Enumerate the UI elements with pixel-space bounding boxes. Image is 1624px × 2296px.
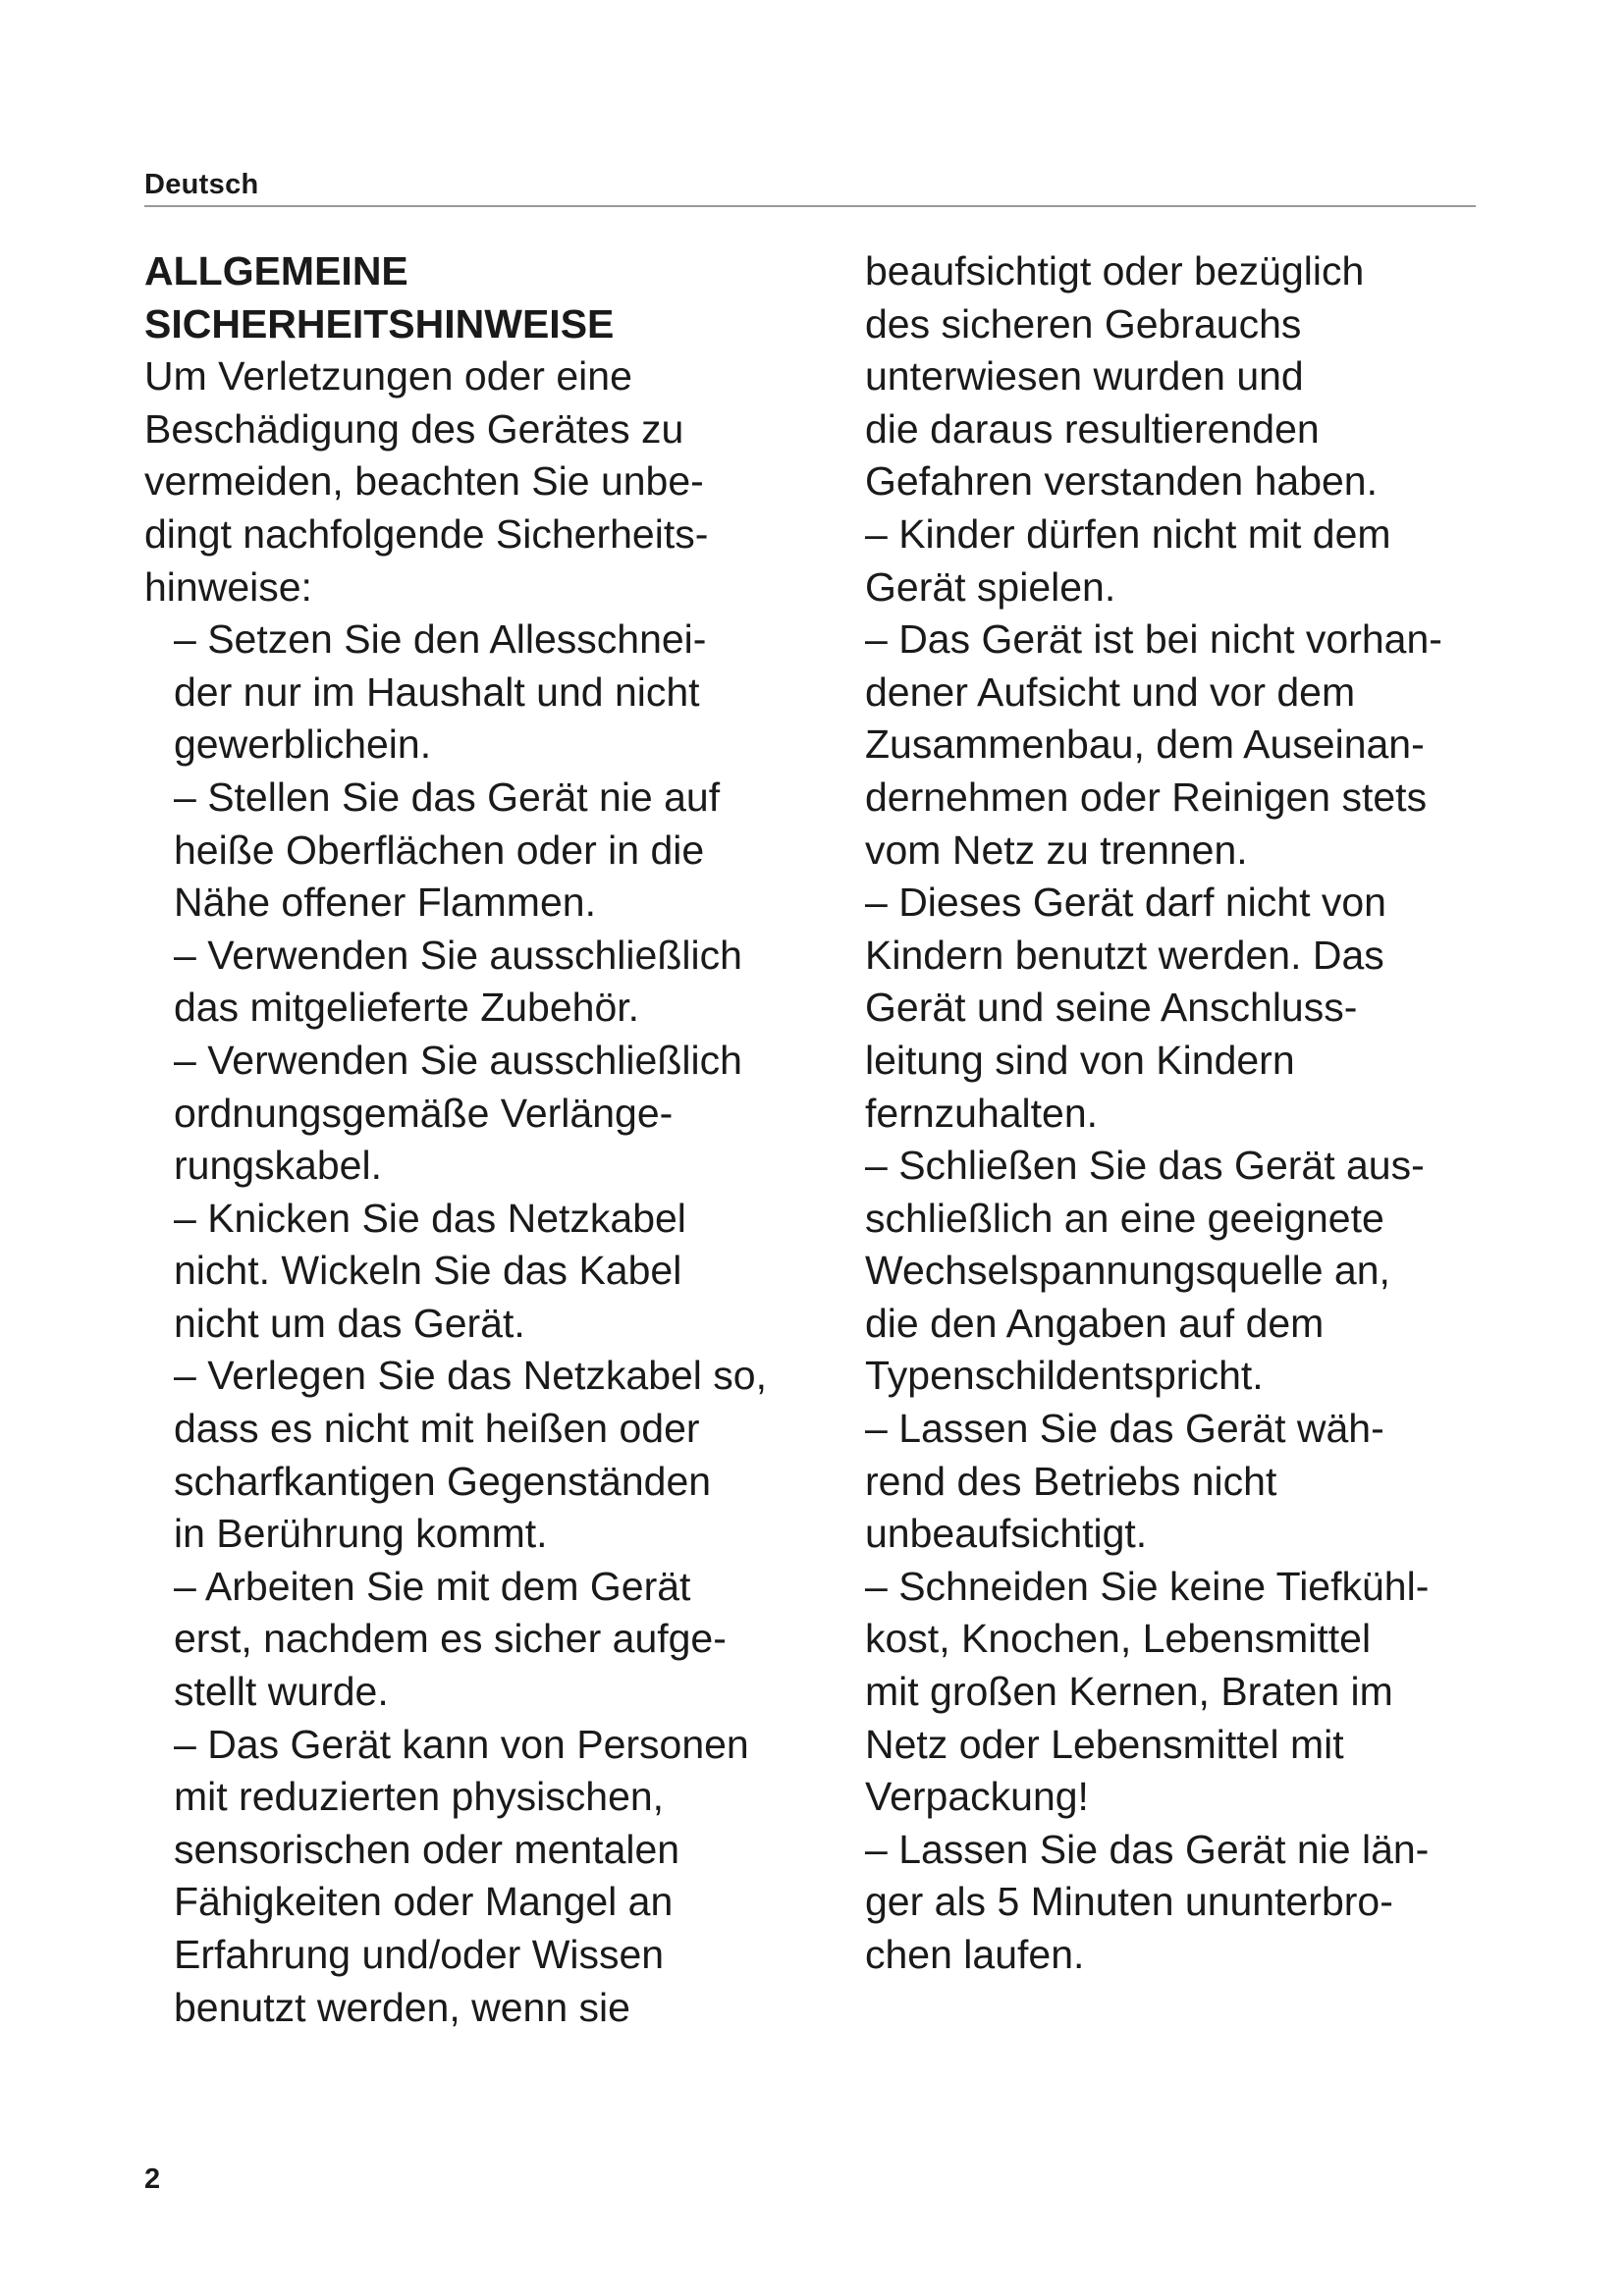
list-line: Zusammenbau, dem Auseinan- [865, 721, 1425, 768]
list-line: Netz oder Lebensmittel mit [865, 1721, 1344, 1767]
list-line: – Verwenden Sie ausschließlich [174, 1037, 742, 1083]
intro-line: Beschädigung des Gerätes zu [144, 405, 684, 452]
list-line: – Verwenden Sie ausschließlich [174, 932, 742, 978]
list-line: Fähigkeiten oder Mangel an [174, 1879, 674, 1925]
list-line: – Dieses Gerät darf nicht von [865, 880, 1386, 926]
list-line: – Setzen Sie den Allesschnei- [174, 616, 707, 663]
list-line: Gefahren verstanden haben. [865, 458, 1378, 505]
page-number: 2 [144, 2163, 161, 2195]
list-line: – Arbeiten Sie mit dem Gerät [174, 1563, 691, 1609]
list-line: Nähe offener Flammen. [174, 880, 596, 926]
intro-paragraph [144, 350, 851, 614]
list-line: Erfahrung und/oder Wissen [174, 1932, 665, 1977]
list-line: leitung sind von Kindern [865, 1037, 1295, 1083]
list-line: scharfkantigen Gegenständen [174, 1458, 712, 1504]
list-line: heiße Oberflächen oder in die [174, 827, 705, 873]
list-line: – Lassen Sie das Gerät wäh- [865, 1406, 1384, 1452]
list-line: des sicheren Gebrauchs [865, 300, 1302, 347]
list-line: Kindern benutzt werden. Das [865, 932, 1384, 978]
list-line: Gerät und seine Anschluss- [865, 985, 1358, 1031]
list-line: beaufsichtigt oder bezüglich [865, 248, 1365, 294]
list-line: Gerät spielen. [865, 563, 1116, 610]
list-line: benutzt werden, wenn sie [174, 1984, 630, 2030]
list-line: das mitgelieferte Zubehör. [174, 985, 640, 1031]
left-column [144, 245, 851, 2034]
list-line: Typenschildentspricht. [865, 1353, 1264, 1399]
intro-line: vermeiden, beachten Sie unbe- [144, 458, 704, 505]
list-line: sensorischen oder mentalen [174, 1826, 680, 1872]
list-line: unbeaufsichtigt. [865, 1511, 1148, 1557]
list-line: – Knicken Sie das Netzkabel [174, 1195, 686, 1241]
right-column [865, 245, 1493, 1982]
list-line: erst, nachdem es sicher aufge- [174, 1616, 727, 1662]
list-line: unterwiesen wurden und [865, 353, 1304, 400]
list-line: die den Angaben auf dem [865, 1300, 1325, 1346]
safety-list-left [144, 614, 851, 2034]
list-line: mit reduzierten physischen, [174, 1774, 665, 1820]
intro-line: dingt nachfolgende Sicherheits- [144, 510, 709, 557]
page-header [144, 168, 1476, 207]
list-line: dernehmen oder Reinigen stets [865, 774, 1428, 820]
list-line: Wechselspannungsquelle an, [865, 1248, 1390, 1294]
list-line: ger als 5 Minuten ununterbro- [865, 1879, 1393, 1925]
list-line: nicht. Wickeln Sie das Kabel [174, 1248, 682, 1294]
section-heading [144, 245, 851, 350]
list-line: rungskabel. [174, 1143, 382, 1189]
list-line: schließlich an eine geeignete [865, 1195, 1384, 1241]
list-line: stellt wurde. [174, 1669, 389, 1715]
list-line: – Kinder dürfen nicht mit dem [865, 510, 1391, 557]
list-line: in Berührung kommt. [174, 1511, 548, 1557]
list-line: dass es nicht mit heißen oder [174, 1406, 700, 1452]
list-line: – Das Gerät kann von Personen [174, 1721, 749, 1767]
list-line: – Verlegen Sie das Netzkabel so, [174, 1353, 767, 1399]
list-line: der nur im Haushalt und nicht [174, 668, 700, 715]
list-line: rend des Betriebs nicht [865, 1458, 1277, 1504]
list-line: – Schneiden Sie keine Tiefkühl- [865, 1563, 1430, 1609]
list-line: – Das Gerät ist bei nicht vorhan- [865, 616, 1442, 663]
intro-line: Um Verletzungen oder eine [144, 353, 632, 400]
list-line: ordnungsgemäße Verlänge- [174, 1090, 674, 1136]
safety-list-right [865, 245, 1493, 1982]
list-line: chen laufen. [865, 1932, 1085, 1977]
list-line: – Schließen Sie das Gerät aus- [865, 1143, 1425, 1189]
list-line: Verpackung! [865, 1774, 1089, 1820]
list-line: – Stellen Sie das Gerät nie auf [174, 774, 721, 820]
list-line: mit großen Kernen, Braten im [865, 1669, 1393, 1715]
list-line: fernzuhalten. [865, 1090, 1099, 1136]
heading-line: SICHERHEITSHINWEISE [144, 300, 615, 347]
language-label: Deutsch [144, 169, 259, 200]
list-line: kost, Knochen, Lebensmittel [865, 1616, 1372, 1662]
list-line: vom Netz zu trennen. [865, 827, 1248, 873]
list-line: gewerblichein. [174, 721, 432, 768]
list-line: die daraus resultierenden [865, 405, 1320, 452]
list-line: nicht um das Gerät. [174, 1300, 525, 1346]
list-line: – Lassen Sie das Gerät nie län- [865, 1826, 1430, 1872]
intro-line: hinweise: [144, 563, 312, 610]
list-line: dener Aufsicht und vor dem [865, 668, 1356, 715]
heading-line: ALLGEMEINE [144, 248, 408, 294]
